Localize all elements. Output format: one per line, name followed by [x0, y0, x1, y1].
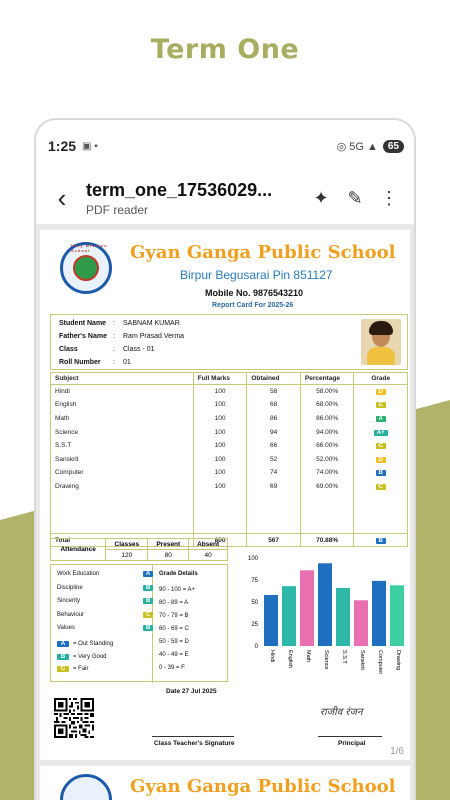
- total-obtained: 567: [247, 533, 301, 547]
- promo-title: Term One: [150, 34, 300, 65]
- table-row: [51, 412, 408, 426]
- skill-grade: A: [143, 571, 153, 577]
- info-row: Student Name : SABNAM KUMAR: [59, 320, 180, 327]
- grade-detail-item: 70 - 79 = B: [159, 613, 189, 619]
- att-absent-value: 40: [189, 550, 228, 561]
- grade-badge: D: [376, 389, 386, 395]
- total-full: 800: [193, 533, 247, 547]
- skill-name: Values: [57, 625, 75, 631]
- skill-grade: B: [143, 598, 153, 604]
- back-arrow-icon[interactable]: ‹: [57, 182, 67, 213]
- more-vert-icon[interactable]: ⋮: [380, 187, 398, 208]
- x-tick-label: Hindi: [269, 650, 275, 663]
- skills-box: [50, 564, 228, 682]
- total-label: Total: [51, 533, 194, 547]
- info-row: Roll Number : 01: [59, 359, 131, 366]
- notification-icons: ▣ ▪: [82, 140, 98, 152]
- cell-subject: Computer: [51, 466, 194, 480]
- cell-obtained: 52: [247, 452, 301, 466]
- cell-percentage: 94.00%: [300, 425, 354, 439]
- skill-row: [57, 571, 151, 577]
- y-tick-label: 75: [251, 578, 258, 584]
- cell-percentage: 66.00%: [300, 439, 354, 453]
- chart-bar: [318, 563, 332, 646]
- grade-detail-item: 0 - 39 = F: [159, 665, 185, 671]
- cell-obtained: 74: [247, 466, 301, 480]
- cell-subject: Hindi: [51, 385, 194, 399]
- chart-bar: [336, 588, 350, 646]
- att-present-header: Present: [148, 539, 189, 550]
- app-bar: [36, 172, 414, 224]
- report-date: Date 27 Jul 2025: [166, 688, 217, 695]
- skills-column: [51, 565, 153, 683]
- cell-obtained: 68: [247, 398, 301, 412]
- col-percentage: Percentage: [300, 373, 354, 385]
- marks-bar-chart: [240, 546, 410, 692]
- att-present-value: 80: [148, 550, 189, 561]
- principal-label: Principal: [338, 740, 366, 747]
- table-row: [51, 425, 408, 439]
- pdf-viewer[interactable]: [36, 224, 414, 800]
- chart-bar: [354, 600, 368, 646]
- grade-detail-item: 60 - 69 = C: [159, 626, 189, 632]
- cell-full-marks: 100: [193, 425, 247, 439]
- table-row: [51, 452, 408, 466]
- attendance-table: [50, 538, 228, 561]
- att-absent-header: Absent: [189, 539, 228, 550]
- cell-subject: Drawing: [51, 480, 194, 494]
- cell-percentage: 86.00%: [300, 412, 354, 426]
- col-grade: Grade: [354, 373, 408, 385]
- x-tick-label: S.S.T: [341, 650, 347, 664]
- grade-detail-item: 80 - 89 = A: [159, 600, 189, 606]
- cell-subject: English: [51, 398, 194, 412]
- legend-row: [57, 654, 107, 660]
- page-indicator: 1/6: [390, 746, 404, 757]
- edit-icon[interactable]: ✎: [347, 187, 363, 208]
- table-row: [51, 398, 408, 412]
- cell-percentage: 58.00%: [300, 385, 354, 399]
- cell-full-marks: 100: [193, 412, 247, 426]
- grade-details-title: Grade Details: [159, 571, 198, 577]
- cell-obtained: 69: [247, 480, 301, 494]
- school-mobile: Mobile No. 9876543210: [205, 288, 304, 298]
- legend-row: [57, 666, 89, 672]
- school-name: Gyan Ganga Public School: [130, 242, 396, 263]
- skill-name: Behaviour: [57, 611, 85, 618]
- cell-full-marks: 100: [193, 385, 247, 399]
- table-spacer: [51, 493, 408, 533]
- status-bar: [36, 120, 414, 172]
- skill-grade: B: [143, 625, 153, 631]
- skill-row: [57, 625, 151, 631]
- chart-bar: [264, 595, 278, 646]
- grade-badge: C: [376, 443, 386, 449]
- principal-signature: राजीव रंजन: [320, 707, 363, 718]
- pdf-page: [40, 230, 410, 760]
- x-tick-label: English: [287, 650, 293, 669]
- chart-bar: [300, 570, 314, 646]
- table-row: [51, 385, 408, 399]
- grade-badge: D: [376, 457, 386, 463]
- cell-grade: [354, 412, 408, 426]
- chart-bar: [282, 586, 296, 646]
- teacher-signature-label: Class Teacher's Signature: [154, 740, 235, 747]
- col-full-marks: Full Marks: [193, 373, 247, 385]
- cell-percentage: 52.00%: [300, 452, 354, 466]
- cell-full-marks: 100: [193, 452, 247, 466]
- status-right: [337, 140, 404, 153]
- next-page-logo: [60, 774, 112, 800]
- chart-bar: [372, 581, 386, 646]
- legend-grade: B: [57, 654, 69, 660]
- skill-name: Sincerity: [57, 598, 81, 604]
- cell-grade: [354, 452, 408, 466]
- cell-grade: [354, 385, 408, 399]
- cell-grade: [354, 398, 408, 412]
- principal-sig-line: [318, 736, 382, 737]
- pdf-page-next: [40, 766, 410, 800]
- grade-badge: B: [376, 538, 386, 544]
- cell-full-marks: 100: [193, 398, 247, 412]
- cell-obtained: 94: [247, 425, 301, 439]
- signal-icons: ◎ 5G ▲: [336, 140, 378, 153]
- cell-subject: Math: [51, 412, 194, 426]
- legend-text: = Out Standing: [73, 641, 114, 647]
- grade-badge: A+: [374, 430, 388, 436]
- skill-row: [57, 584, 151, 591]
- chart-bar: [390, 585, 404, 646]
- y-tick-label: 100: [247, 556, 258, 562]
- student-photo: [361, 319, 401, 365]
- att-classes-value: 120: [106, 550, 148, 561]
- battery-icon: 65: [383, 140, 404, 153]
- skill-row: [57, 611, 151, 618]
- legend-grade: A: [57, 641, 69, 647]
- grade-badge: B: [376, 470, 386, 476]
- x-tick-label: Computer: [377, 650, 383, 675]
- skill-grade: C: [143, 612, 153, 618]
- cell-percentage: 74.00%: [300, 466, 354, 480]
- total-percentage: 70.88%: [300, 533, 354, 547]
- legend-text: = Fair: [73, 666, 89, 672]
- marks-header-row: [51, 373, 408, 385]
- legend-row: [57, 641, 113, 647]
- next-page-school-name: Gyan Ganga Public School: [130, 776, 396, 797]
- cell-obtained: 66: [247, 439, 301, 453]
- title-box: [86, 180, 304, 217]
- document-subtitle: PDF reader: [86, 202, 149, 217]
- logo-emblem: [73, 255, 99, 281]
- skill-name: Work Education: [57, 571, 100, 577]
- cell-grade: [354, 425, 408, 439]
- total-grade: [354, 533, 408, 547]
- x-tick-label: Drawing: [395, 650, 401, 671]
- x-tick-label: Science: [323, 650, 329, 670]
- info-row: Father's Name : Ram Prasad Verma: [59, 333, 185, 340]
- grade-badge: C: [376, 402, 386, 408]
- school-logo: [60, 242, 112, 294]
- grade-badge: A: [376, 416, 386, 422]
- cell-subject: S.S.T: [51, 439, 194, 453]
- cell-full-marks: 100: [193, 480, 247, 494]
- skill-row: [57, 598, 151, 604]
- table-row: [51, 439, 408, 453]
- school-address: Birpur Begusarai Pin 851127: [180, 268, 333, 282]
- logo-text: Holy Mission School: [71, 243, 108, 253]
- cell-obtained: 86: [247, 412, 301, 426]
- x-tick-label: Math: [305, 650, 311, 663]
- cell-subject: Sanskrit: [51, 452, 194, 466]
- cell-grade: [354, 466, 408, 480]
- skill-name: Discipline: [57, 584, 83, 591]
- report-for: Report Card For 2025-26: [212, 302, 294, 309]
- cell-percentage: 68.00%: [300, 398, 354, 412]
- y-tick-label: 50: [251, 600, 258, 606]
- student-info-box: [50, 314, 408, 370]
- att-classes-header: Classes: [106, 539, 148, 550]
- y-tick-label: 0: [254, 644, 258, 650]
- grade-detail-item: 90 - 100 = A+: [159, 587, 196, 593]
- table-row: [51, 480, 408, 494]
- sparkle-icon[interactable]: ✦: [313, 187, 329, 208]
- marks-table: [50, 372, 408, 547]
- cell-subject: Science: [51, 425, 194, 439]
- qr-code: [54, 698, 94, 738]
- status-time: 1:25: [48, 138, 77, 154]
- grade-detail-item: 40 - 49 = E: [159, 652, 189, 658]
- cell-full-marks: 100: [193, 439, 247, 453]
- info-row: Class : Class - 01: [59, 346, 155, 353]
- y-tick-label: 25: [251, 622, 258, 628]
- x-tick-label: Sanskrit: [359, 650, 365, 670]
- phone-frame: [34, 118, 416, 800]
- teacher-sig-line: [152, 736, 234, 737]
- grade-detail-item: 50 - 59 = D: [159, 639, 189, 645]
- cell-grade: [354, 480, 408, 494]
- col-subject: Subject: [51, 373, 194, 385]
- skill-grade: B: [143, 585, 153, 591]
- attendance-label: Attendance: [51, 539, 106, 561]
- cell-full-marks: 100: [193, 466, 247, 480]
- legend-grade: C: [57, 666, 69, 672]
- grade-badge: C: [376, 484, 386, 490]
- document-title: term_one_17536029...: [86, 179, 273, 200]
- table-row: [51, 466, 408, 480]
- legend-text: = Very Good: [73, 653, 107, 660]
- cell-obtained: 58: [247, 385, 301, 399]
- cell-grade: [354, 439, 408, 453]
- cell-percentage: 69.00%: [300, 480, 354, 494]
- col-obtained: Obtained: [247, 373, 301, 385]
